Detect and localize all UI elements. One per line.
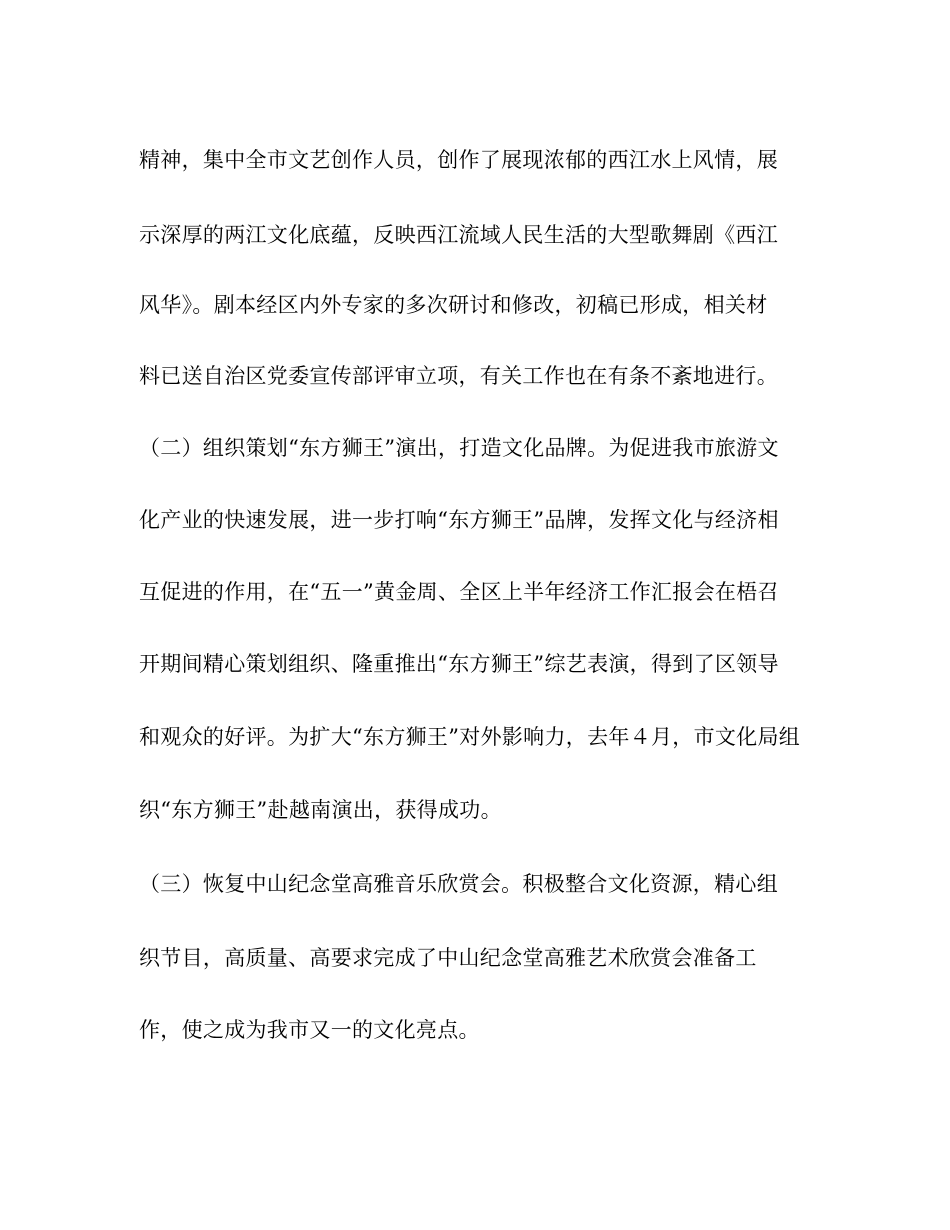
text-line: 和观众的好评。为扩大“东方狮王”对外影响力，去年４月，市文化局组: [139, 725, 801, 749]
text-line: 料已送自治区党委宣传部评审立项，有关工作也在有条不紊地进行。: [139, 364, 778, 388]
text-line: 作，使之成为我市又一的文化亮点。: [139, 1018, 480, 1042]
text-line: 化产业的快速发展，进一步打响“东方狮王”品牌，发挥文化与经济相: [139, 508, 779, 532]
text-line: 精神，集中全市文艺创作人员，创作了展现浓郁的西江水上风情，展: [139, 148, 778, 172]
text-line: 开期间精心策划组织、隆重推出“东方狮王”综艺表演，得到了区领导: [139, 652, 779, 676]
text-line: （三）恢复中山纪念堂高雅音乐欣赏会。积极整合文化资源，精心组: [139, 872, 778, 896]
text-line: 互促进的作用，在“五一”黄金周、全区上半年经济工作汇报会在梧召: [139, 580, 779, 604]
text-line: 风华》。剧本经区内外专家的多次研讨和修改，初稿已形成，相关材: [139, 293, 768, 317]
text-line: 织节目，高质量、高要求完成了中山纪念堂高雅艺术欣赏会准备工: [139, 946, 757, 970]
text-line: （二）组织策划“东方狮王”演出，打造文化品牌。为促进我市旅游文: [139, 436, 779, 460]
text-line: 示深厚的两江文化底蕴，反映西江流域人民生活的大型歌舞剧《西江: [139, 223, 778, 247]
text-line: 织“东方狮王”赴越南演出，获得成功。: [139, 798, 502, 822]
